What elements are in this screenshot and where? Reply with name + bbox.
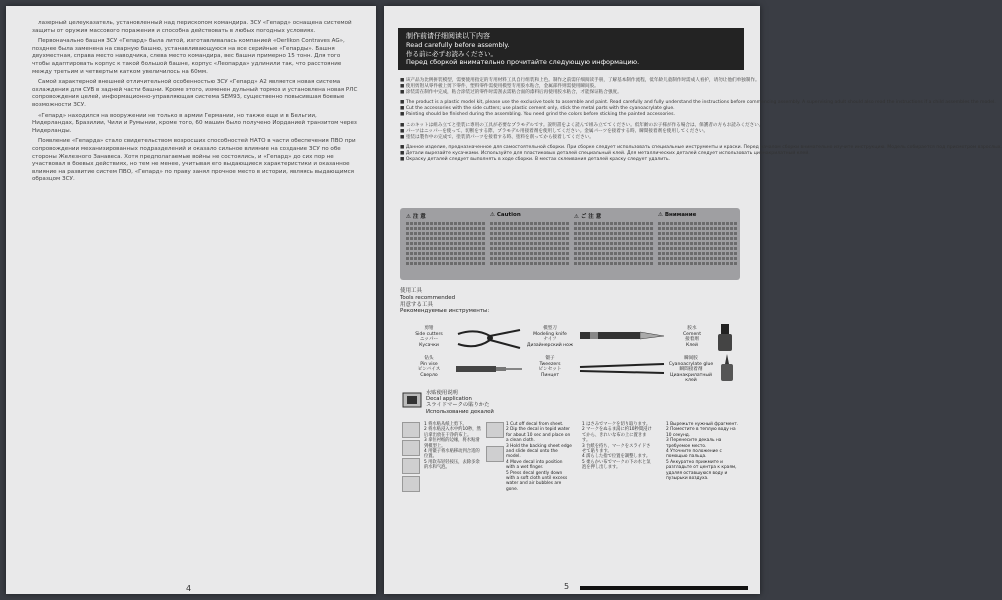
decal-step: 5 用软布轻轻按压，去除多余的水和气泡。 [424, 459, 480, 471]
instruction-line: ■ 该产品为比例拼装模型，需要使用指定的专用材料工具自行组装和上色。制作之前需仔细阅读手册，了解基本制作流程，低年龄儿童制作时需成人看护，请勿让他们单独制作。 [400, 78, 740, 84]
instruction-line: ■ Детали вырезайте кусачками. Используйте для пластиковых деталей специальный клей. Для металлических деталей следует использовать цианакрилатный клей. [400, 151, 740, 157]
right-page [384, 6, 1002, 594]
decal-title-cn: 水贴使用说明 [426, 390, 458, 396]
tool-label: 胶水 [687, 326, 697, 331]
decal-step: 1 Вырежьте нужный фрагмент. [666, 422, 739, 427]
tool-cyano-glue [666, 356, 716, 384]
decal-step: 5 Аккуратно прижмите и разгладьте от центра к краям, удаляя оставшуюся воду и пузырьки воздуха. [666, 459, 737, 482]
tool-label: ニッパー [419, 337, 439, 343]
decal-steps-cn [424, 422, 482, 471]
caution-en [490, 212, 570, 276]
tool-label: ナイフ [543, 337, 557, 343]
tool-label: Cement [682, 331, 702, 337]
decal-step-image [402, 422, 420, 438]
tool-label: 接着剤 [685, 337, 699, 343]
tool-cement [672, 326, 712, 348]
decal-step: 5 柔らかい布でマークの下の水と気泡を押し出します。 [582, 459, 651, 471]
decal-step: 4 用镊子将水贴移动到合适的位置。 [424, 449, 480, 460]
decal-step: 1 将水贴从纸上剪下。 [424, 422, 467, 427]
caution-title: ご 注 意 [580, 214, 602, 220]
left-page [6, 6, 376, 594]
tool-label: Pin vise [420, 361, 438, 367]
instruction-line: ■ Painting should be finished during the assembling. You need grind the colors before sticking the painted accessories. [400, 112, 740, 118]
header-en: Read carefully before assembly. [406, 40, 510, 49]
caution-jp [574, 212, 654, 276]
instruction-line: ■ 使用剪钳从零件板上剪下零件，塑料零件需使用模型专用胶水粘合，金属部件则需使用瞬间胶。 [400, 84, 740, 90]
tools-title-ru: Рекомендуемые инструменты: [400, 308, 490, 315]
cement-bottle-icon [714, 322, 736, 352]
tool-label: Цианакрилатный клей [670, 372, 712, 384]
instruction-line: ■ Cut the accessories with the side cutters; use plastic cement only, stick the metal parts with the cyanoacrylate glue. [400, 106, 740, 112]
decal-step: 2 マークをぬるま湯に約10秒間浸けてから、きれいな布の上に置きます。 [582, 427, 652, 444]
tweezers-icon [580, 362, 664, 376]
warning-icon: ⚠ [574, 214, 581, 220]
knife-icon [580, 328, 664, 342]
tool-label: Side cutters [415, 331, 443, 337]
paragraph: Первоначально башня ЗСУ «Гепард» была литой, изготавливалась компанией «Oerlikon Contraves AG», позднее была заменена на сварную башню, устанавливающуюся на все серийные «Гепарды». Башня двухместная, справа место наводчика, слева место командира, вес башни примерно 15 тонн. Для того чтобы адаптировать корпус к такой большой башне, корпус «Леопарда» удлинили так, что расстояние между третьим и четвертым катком увеличилось на 60мм. [32, 38, 345, 75]
decal-title-ru: Использование декалей [426, 408, 494, 415]
tool-label: 剪钳 [424, 326, 434, 331]
decal-steps-jp [582, 422, 654, 471]
tool-label: Cyanoacrylate glue [668, 361, 714, 367]
decal-step-image [402, 440, 420, 456]
footer-bar [580, 586, 748, 590]
tool-pin-vise [404, 356, 454, 378]
decal-step: 3 拿住衬纸的边缘，将水贴滑到模型上。 [424, 438, 480, 449]
decal-step: 2 Dip the decal in tepid water for about 10 sec and place on a clean cloth. [506, 427, 571, 444]
instruction-line: ■ 涂装需在制作中完成，粘合涂装过的零件时需刮去需粘合面的漆料后再使用胶水粘合，才能保证粘合强度。 [400, 90, 740, 96]
decal-step: 4 Move decal into position with a wet finger. [506, 459, 563, 471]
side-cutters-icon [456, 326, 522, 352]
instruction-header [398, 28, 744, 70]
decal-steps-en [506, 422, 572, 492]
caution-title: Caution [496, 212, 521, 218]
tool-label: Дизайнерский нож [526, 342, 574, 348]
tool-side-cutters [404, 326, 454, 348]
decal-step: 1 はさみでマークを切り取ります。 [582, 422, 651, 427]
tool-label: 瞬间胶 [684, 356, 698, 361]
tool-label: 模型刀 [543, 326, 557, 331]
decal-step: 4 Уточните положение с помощью пальца. [666, 449, 722, 460]
instruction-line: ■ Окраску деталей следует выполнять в ходе сборки. В местах склеивания деталей краску следует удалить. [400, 157, 740, 163]
decal-step: 4 濡らした指で位置を調整します。 [582, 454, 651, 460]
paragraph: Появление «Гепарда» стало свидетельством возросших способностей НАТО в части обеспечения ПВО при сопровождении механизированных подразделений и оказало сильное влияние на создание ЗСУ по обе стороны Железного Занавеса. Хотя предполагаемые войны не состоялись, и «Гепард» до сих пор не участвовал в боевых действиях, но тем не менее, учитывая его выдающиеся характеристики и оказанное влияние на развитие систем ПВО, «Гепард» по праву занял прочное место в истории, являясь выдающимся образцом ЗСУ. [32, 138, 356, 183]
instruction-lines [400, 78, 1002, 163]
tool-label: ピンバイス [417, 367, 441, 373]
tool-label: ピンセット [538, 367, 562, 373]
tool-label: 镊子 [545, 356, 555, 361]
header-jp: 作る前に必ずお読みください。 [406, 49, 497, 58]
paragraph: Самой характерной внешней отличительной особенностью ЗСУ «Гепард» A2 является новая система охлаждения для СУВ в задней части башни. Кроме этого, изменен дульный тормоз и установлена новая РЛС сопровождения целей, информационно-управляющая система SEM93, существенно повысившая боевые возможности ЗСУ. [32, 79, 358, 108]
decal-heading [426, 390, 494, 415]
glue-bottle-icon [718, 354, 736, 382]
decal-steps-ru [666, 422, 740, 481]
decal-title-jp: スライドマークの貼りかた [426, 402, 490, 409]
tools-title-en: Tools recommended [400, 294, 456, 301]
warning-icon: ⚠ [658, 212, 665, 218]
paragraph: лазерный целеуказатель, установленный над перископом командира. ЗСУ «Гепард» оснащена системой защиты от оружия массового поражения и способна действовать в любых погодных условиях. [32, 20, 352, 34]
tools-heading [400, 288, 489, 315]
instruction-line: ■ このキットは組み立てと塗装に専用の工具が必要なプラモデルです。説明書をよく読んで組み立ててください。低年齢のお子様が作る場合は、保護者の方もお読みください。 [400, 123, 740, 129]
tool-label: 钻头 [424, 356, 434, 361]
header-ru: Перед сборкой внимательно прочитайте следующую информацию. [406, 58, 640, 67]
warning-icon: ⚠ [406, 214, 413, 220]
instruction-line: ■ Данное изделие, предназначенное для самостоятельной сборки. При сборке следует использовать специальные инструменты и краски. Перед началом сборки внимательно изучите инструкцию. Модель собирается под присмотром взрослых. [400, 145, 740, 151]
decal-step: 5 Press decal gently down with a soft cloth until excess water and air bubbles are gone. [506, 470, 568, 492]
history-text [32, 20, 358, 187]
caution-panel [400, 208, 740, 280]
tool-label: Клей [685, 342, 698, 348]
tool-label: 瞬間接着剤 [679, 367, 703, 373]
tool-label: Modeling knife [533, 331, 567, 337]
warning-icon: ⚠ [490, 212, 497, 218]
instruction-line: ■ 塗装は製作中の完成で、塗装済パーツを接着する時、塗料を削ってから接着してください。 [400, 135, 740, 141]
decal-icon [402, 392, 422, 408]
paragraph: «Гепард» находился на вооружении не только в армии Германии, но также еще и в Бельгии, Нидерландах, Бразилии, Чили и Румынии, кроме того, 60 машин было получено Иорданией транзитом через Нидерланды. [32, 112, 357, 134]
tools-title-jp: 用意する工具 [400, 301, 434, 308]
tool-label: Сверло [420, 372, 438, 378]
page-number: 5 [564, 582, 570, 591]
decal-title-en: Decal application [426, 396, 472, 403]
decal-step-image [402, 476, 420, 492]
decal-step: 3 Перенесите декаль на требуемое место. [666, 438, 722, 449]
tool-label: Tweezers [539, 361, 561, 367]
caution-cn [406, 212, 486, 276]
decal-step: 3 台紙を持ち、マークをスライドさせて貼ります。 [582, 443, 651, 455]
header-cn: 制作前请仔细阅读以下内容 [406, 32, 490, 40]
decal-step: 2 将水贴浸入水中约10秒，然后拿出放在干净的布上。 [424, 427, 481, 438]
caution-ru [658, 212, 738, 276]
pin-vise-icon [456, 362, 522, 376]
instruction-line: ■ The product is a plastic model kit, please use the exclusive tools to assemble and paint. Read carefully and fully understand the instructions before commencing assembly. A supervising adult should also read the instructions if a child assembles the model. [400, 100, 740, 106]
tools-title-cn: 使用工具 [400, 288, 423, 294]
page-number: 4 [186, 584, 192, 593]
decal-step: 2 Поместите в теплую воду на 10 секунд. [666, 427, 736, 438]
decal-step: 1 Cut off decal from sheet. [506, 422, 564, 427]
tool-tweezers [522, 356, 578, 378]
decal-step: 3 Hold the backing sheet edge and slide decal onto the model. [506, 443, 572, 460]
decal-step-image [486, 422, 504, 438]
tool-label: Кусачки [419, 342, 439, 348]
decal-step-image [402, 458, 420, 474]
tool-modeling-knife [522, 326, 578, 348]
instruction-line: ■ パーツはニッパーを使って、切断をする際、プラモデル用接着剤を使用してください。金属パーツを接着する時、瞬間接着剤を使用してください。 [400, 129, 740, 135]
tool-label: Пинцет [540, 372, 560, 378]
caution-title: Внимание [664, 212, 697, 218]
decal-step-image [486, 446, 504, 462]
caution-title: 注 意 [412, 214, 426, 220]
